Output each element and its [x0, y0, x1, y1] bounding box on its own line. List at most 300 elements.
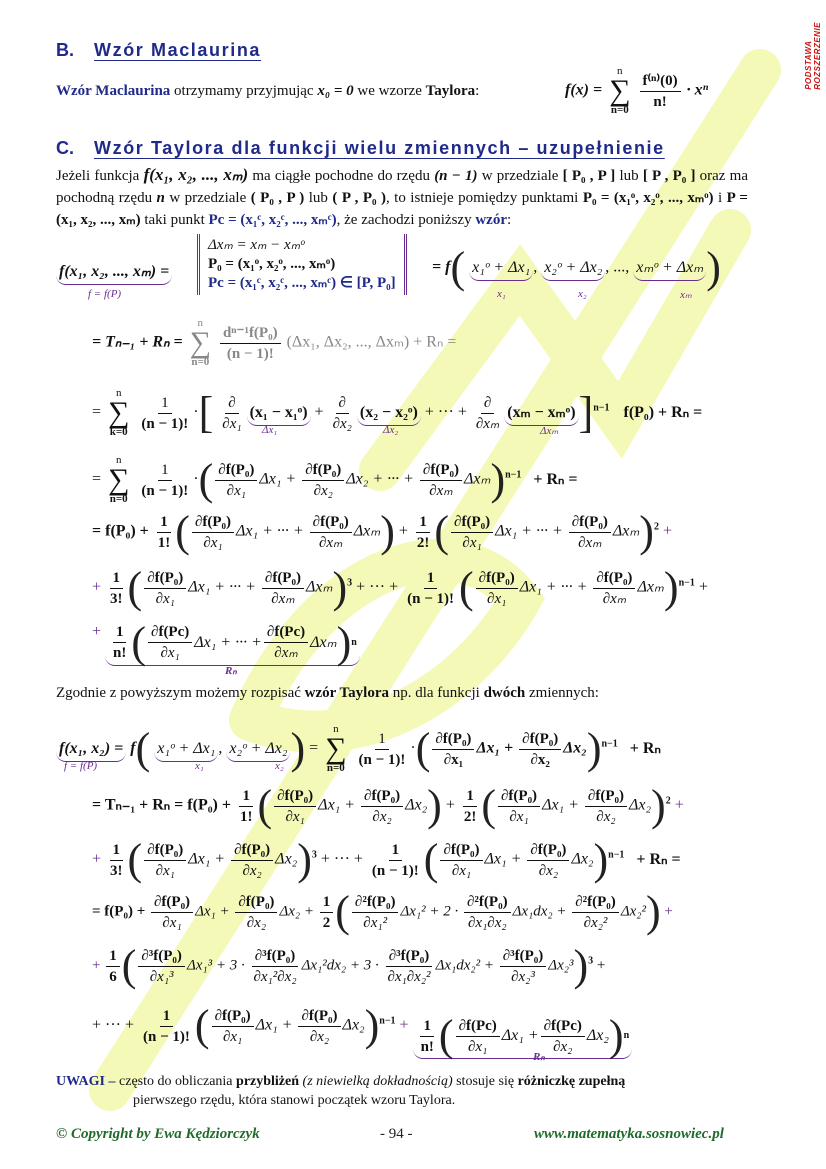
frac-den: ∂x₁ [443, 751, 464, 768]
c-point-p0: P₀ = (x₁ᵒ, x₂ᵒ, ..., xₘᵒ) [582, 190, 714, 206]
frac-den: ∂x₁∂x₂ [468, 914, 507, 931]
frac-num: ∂³f(P₀) [500, 947, 547, 967]
eq11-d1 [151, 893, 193, 932]
eq1-definitions-box [197, 234, 407, 295]
frac-den: ∂x₁ [509, 808, 529, 825]
eq8-d1 [432, 730, 474, 769]
frac-num: 1 [160, 1007, 174, 1027]
section-b-heading [56, 40, 261, 61]
sum-top: n [333, 723, 339, 735]
frac-num: ∂f(P₀) [235, 893, 277, 913]
eq2-fraction [220, 324, 281, 363]
paren-right: ) [364, 1001, 380, 1050]
eq4-exponent: n−1 [505, 469, 522, 481]
frac-num: dⁿ⁻¹f(P₀) [220, 324, 281, 344]
frac-num: ∂f(P₀) [302, 461, 344, 481]
frac-den: ∂x₁ [226, 482, 246, 499]
eq7-d1 [148, 623, 192, 662]
frac-num: 1 [320, 893, 334, 913]
remarks-head: UWAGI – [56, 1074, 116, 1089]
paren-left: ( [335, 887, 350, 936]
eq11-s3 [572, 893, 619, 932]
eq13-tc2: Δx₂ [586, 1027, 609, 1045]
eq7-t1: Δx₁ + ··· + [194, 633, 262, 651]
eq6-c3 [107, 569, 126, 608]
frac-den: ∂x₂ [530, 751, 550, 768]
sum-bottom: n=0 [326, 762, 345, 774]
eq6 [92, 563, 708, 612]
eq5-tmb: Δxₘ [612, 522, 640, 540]
eq12-t3 [384, 947, 433, 986]
frac-num: ∂f(Pc) [148, 623, 192, 643]
eq9-t1: Δx₁ + [318, 796, 356, 814]
eq10-tail: + Rₙ = [636, 850, 681, 868]
eq12-end: + [596, 957, 606, 974]
eq9-plus: + [445, 796, 455, 814]
paren-left: ( [450, 243, 466, 292]
eq1-arg-1-label: x₁ [497, 288, 506, 300]
c-point-p: P = (x₁, x₂, ..., xₘ) [56, 190, 748, 228]
remarks-italic: (z niewielką dokładnością) [299, 1074, 453, 1089]
eq1-dots: , ..., [605, 258, 634, 276]
eq3-arg-1-label: Δx₁ [262, 424, 278, 436]
eq1-rhs-f: = f [432, 258, 451, 276]
section-c-title: Wzór Taylora dla funkcji wielu zmiennych – uzupełnienie [94, 138, 665, 158]
eq9-c2 [461, 787, 480, 826]
paren-right: ) [706, 243, 721, 292]
section-b-title: Wzór Maclaurina [94, 40, 262, 60]
maclaurin-name: Wzór Maclaurina [56, 83, 171, 99]
eq11-s2-tail: Δx₁dx₂ + [512, 903, 567, 920]
eq5-end: + [662, 522, 672, 540]
frac-den: ∂x₁ [222, 415, 242, 432]
frac-num: 1 [463, 787, 477, 807]
eq3-d2 [330, 394, 355, 433]
paren-left: ( [434, 507, 450, 556]
eq10-pre: + [92, 850, 102, 868]
sigma-icon: ∑ [108, 463, 130, 496]
eq3-pre: = [92, 403, 102, 421]
eq13-cn [140, 1007, 193, 1046]
frac-num: ∂²f(P₀) [464, 893, 511, 913]
eq7-dm [264, 623, 308, 662]
eq10-d2b [527, 841, 569, 880]
eq6-t1: Δx₁ + ··· + [188, 578, 256, 596]
frac-num: ∂f(P₀) [151, 893, 193, 913]
sum-bottom: n=0 [610, 104, 629, 116]
eq4-d2 [302, 461, 344, 500]
eq5-c1 [155, 513, 174, 552]
eq11 [92, 887, 673, 936]
eq13-remainder: $\frac{1}{n!}$ ( $\frac{\partial f(Pc)}{\text{∂x₁}}$ Δx₁ + $\frac{\partial f(Pc)}{\text{∂x₂}}$ Δx₂ ) n [413, 1016, 633, 1059]
mid-text-3: zmiennych: [525, 685, 599, 701]
eq1-arg-2: x₂ᵒ + Δx₂ [541, 258, 605, 281]
sum-bottom: k=0 [109, 426, 128, 438]
frac-den: ∂x₁²∂x₂ [253, 968, 297, 985]
c-text-1: Jeżeli funkcja [56, 168, 144, 184]
paren-left: ( [198, 455, 214, 504]
eq8-fraction [356, 730, 409, 769]
maclaurin-condition: x₀ = 0 [317, 83, 354, 99]
box-line-1: Δxₘ = xₘ − xₘᵒ [208, 237, 305, 253]
maclaurin-text-2: we wzorze [353, 83, 426, 99]
eq10-c3 [107, 841, 126, 880]
eq5-plus: + [398, 522, 408, 540]
eq10-t2: Δx₂ [275, 850, 298, 868]
frac-num: ∂f(P₀) [361, 787, 403, 807]
eq13-d2 [298, 1007, 340, 1046]
eq9-end: + [674, 796, 684, 814]
eq7 [92, 617, 360, 667]
frac-den: ∂xₘ [429, 482, 453, 499]
eq11-c2 [320, 893, 334, 932]
frac-num: ∂f(P₀) [527, 841, 569, 861]
frac-den: ∂x₁ [487, 590, 507, 607]
eq5-c2 [414, 513, 433, 552]
eq5-exponent: 2 [653, 521, 659, 533]
eq8-arg-1: x₁ᵒ + Δx₁ [154, 739, 218, 762]
eq10-cn [369, 841, 422, 880]
eq2-sum [190, 318, 211, 368]
frac-den: ∂x₁ [285, 808, 305, 825]
eq1-lhs-text: f(x₁, x₂, ..., xₘ) = [56, 262, 172, 285]
footer-website-link[interactable]: www.matematyka.sosnowiec.pl [534, 1126, 724, 1142]
frac-num: 1 [389, 841, 403, 861]
eq4-dm [420, 461, 462, 500]
frac-den: n! [420, 1038, 434, 1055]
frac-num: 1 [110, 569, 124, 589]
frac-num: 1 [157, 513, 171, 533]
section-b-text [56, 80, 536, 102]
paren-left: ( [257, 781, 273, 830]
frac-den: ∂xₘ [602, 590, 627, 607]
eq13-t2: Δx₂ [342, 1016, 365, 1034]
paren-right: ) [639, 507, 654, 556]
maclaurin-formula [565, 66, 708, 116]
eq3-exponent: n−1 [593, 402, 610, 414]
frac-num: ∂ [225, 394, 238, 414]
eq1-arg-1: x₁ᵒ + Δx₁ [469, 258, 533, 281]
section-c-paragraph [56, 164, 748, 231]
eq4-fraction [138, 461, 191, 500]
frac-den: (n − 1)! [407, 590, 454, 607]
c-text-10: i [713, 190, 727, 206]
c-order: (n − 1) [434, 168, 478, 184]
eq13-t1: Δx₁ + [255, 1016, 293, 1034]
frac-den: 1! [239, 808, 253, 825]
frac-den: ∂x₁ [162, 914, 182, 931]
frac-num: ∂f(P₀) [451, 513, 493, 533]
frac-num: ∂f(P₀) [298, 1007, 340, 1027]
eq10-exponent-n: n−1 [608, 849, 625, 861]
frac-num: ∂f(P₀) [274, 787, 316, 807]
section-c-letter: C. [56, 138, 74, 158]
c-order-n: n [156, 190, 165, 206]
frac-num: ∂f(P₀) [476, 569, 518, 589]
footer-page-number: - 94 - [380, 1126, 413, 1142]
eq11-pre: = f(P₀) + [92, 903, 146, 920]
eq6-dm [262, 569, 304, 608]
eq5-d1b [451, 513, 493, 552]
paren-left: ( [127, 835, 143, 884]
eq6-cn [404, 569, 457, 608]
frac-num: ∂f(Pc) [456, 1017, 500, 1037]
eq10-exponent-3: 3 [311, 849, 317, 861]
c-text-4: lub [615, 168, 643, 184]
frac-num: ∂³f(P₀) [252, 947, 299, 967]
paren-right: ) [290, 724, 306, 773]
frac-num: 1 [106, 947, 120, 967]
eq5-dmb [569, 513, 611, 552]
frac-den: 3! [110, 862, 123, 879]
frac-den: ∂x₁ [468, 1038, 488, 1055]
paren-left: ( [438, 1011, 454, 1061]
eq11-d2 [235, 893, 277, 932]
eq9-pre: = Tₙ₋₁ + Rₙ = f(P₀) + [92, 796, 231, 814]
maclaurin-sum [609, 66, 630, 116]
remarks-bold-2: różniczkę zupełną [517, 1074, 626, 1089]
eq6-exponent-3: 3 [347, 577, 353, 589]
eq8-lhs: f(x₁, x₂) = [56, 739, 126, 762]
paren-left: ( [194, 1001, 210, 1050]
frac-num: ∂f(P₀) [262, 569, 304, 589]
eq11-t1: Δx₁ + [195, 903, 230, 920]
frac-den: (n − 1)! [141, 482, 189, 499]
frac-num: 1 [375, 730, 389, 750]
frac-num: ∂f(P₀) [215, 461, 257, 481]
section-c-heading [56, 138, 665, 159]
frac-num: ∂²f(P₀) [572, 893, 619, 913]
eq3: = n ∑ k=0 $\frac{1}{(n - 1)!}$ ·[ $\frac{\partial}{\text{∂x₁}}$ (x₁ − x₁ᵒ) + $\frac{\partial}{\text{∂x₂}}$ (x₂ − x₂ᵒ) + ··· + $\frac{\partial}{\text{∂xₘ}}$ (xₘ − xₘᵒ)]$^{n-1}$ f(P₀) + Rₙ = [92, 387, 703, 438]
sum-top: n [197, 317, 204, 329]
eq10-t2b: Δx₂ [571, 850, 594, 868]
remarks-bold-1: przybliżeń [236, 1074, 300, 1089]
frac-den: 6 [109, 968, 117, 985]
eq3-arg-2: (x₂ − x₂ᵒ) [357, 403, 421, 426]
c-interval-4: ( P , P₀ ) [332, 190, 386, 206]
eq11-t2: Δx₂ + [279, 903, 314, 920]
eq10-t1b: Δx₁ + [484, 850, 522, 868]
eq8-d2 [519, 730, 561, 769]
eq4-tail: + Rₙ = [533, 470, 578, 488]
eq10-d2 [231, 841, 273, 880]
eq12-t4-tail: Δx₂³ [548, 957, 574, 974]
frac-den: ∂x₂ [242, 862, 262, 879]
sigma-icon: ∑ [609, 74, 631, 107]
remarks-text-2: stosuje się [452, 1074, 518, 1089]
side-label [804, 22, 822, 90]
eq9-t2b: Δx₂ [628, 796, 652, 814]
eq9 [92, 781, 684, 830]
maclaurin-tail: · xⁿ [686, 81, 709, 99]
eq5 [92, 507, 672, 556]
sigma-icon: ∑ [108, 396, 130, 429]
frac-den: ∂x₁ [155, 862, 175, 879]
side-label-rozszerzenie: ROZSZERZENIE [813, 22, 822, 90]
frac-num: ∂f(Pc) [541, 1017, 585, 1037]
eq7-tm: Δxₘ [310, 633, 337, 651]
eq9-exponent: 2 [665, 795, 671, 807]
frac-num: ∂f(P₀) [585, 787, 627, 807]
eq8-sum [325, 724, 346, 774]
eq4-d1 [215, 461, 257, 500]
c-text-11: taki punkt [140, 212, 209, 228]
frac-num: 1 [420, 1017, 434, 1037]
eq10 [92, 835, 681, 884]
frac-den: 2! [463, 808, 477, 825]
eq4-t1: Δx₁ + [259, 470, 297, 488]
remarks-text-1: często do obliczania [115, 1074, 237, 1089]
frac-den: 2! [416, 534, 430, 551]
paren-right: ) [490, 455, 506, 504]
eq11-s2 [464, 893, 511, 932]
frac-num: f⁽ⁿ⁾(0) [640, 72, 681, 92]
eq6-end: + [698, 578, 708, 596]
eq2-tail: (Δx₁, Δx₂, ..., Δxₘ) + Rₙ = [286, 333, 457, 351]
eq8-exponent: n−1 [601, 738, 618, 750]
frac-den: ∂x₂ [246, 914, 267, 931]
eq3-d1 [219, 394, 244, 433]
mid-text-2: np. dla funkcji [388, 685, 484, 701]
paren-right: ) [593, 835, 609, 884]
two-variable-intro [56, 682, 748, 704]
frac-num: ∂f(P₀) [440, 841, 482, 861]
eq10-mid: + ··· + [320, 850, 363, 868]
frac-den: ∂xₘ [475, 415, 500, 432]
frac-num: ∂³f(P₀) [386, 947, 433, 967]
frac-den: ∂x₂ [538, 862, 559, 879]
eq6-t1b: Δx₁ + ··· + [519, 578, 588, 596]
eq11-s1-tail: Δx₁² + 2 · [400, 903, 459, 920]
frac-den: ∂x₂ [596, 808, 616, 825]
eq11-s3-tail: Δx₂² [620, 903, 646, 920]
frac-den: ∂x₁ [160, 645, 180, 661]
eq9-d2 [361, 787, 403, 826]
eq6-d1 [144, 569, 186, 608]
eq8-t2: Δx₂ [563, 739, 587, 757]
c-text-13: : [506, 212, 512, 228]
frac-num: ∂f(P₀) [569, 513, 611, 533]
paren-left: ( [121, 941, 137, 990]
c-interval-2: [ P , P₀ ] [642, 168, 696, 184]
c-text-12: , że zachodzi poniższy [336, 212, 476, 228]
sigma-icon: ∑ [325, 732, 347, 765]
sum-bottom: n=0 [109, 493, 128, 505]
eq9-d1 [274, 787, 316, 826]
frac-num: 1 [110, 841, 124, 861]
mid-text-bold-2: dwóch [483, 685, 526, 701]
c-text-3: w przedziale [477, 168, 563, 184]
frac-num: ∂ [481, 394, 494, 414]
frac-num: ∂ [336, 394, 349, 414]
frac-num: 1 [424, 569, 438, 589]
side-label-podstawa: PODSTAWA [804, 40, 813, 90]
eq10-d1 [144, 841, 186, 880]
eq3-tail: f(P₀) + Rₙ = [623, 403, 703, 421]
eq3-mid: + ··· + [424, 403, 467, 421]
frac-den: ∂x₂ [309, 1028, 330, 1045]
c-text-6: w przedziale [164, 190, 251, 206]
eq3-fraction [138, 394, 191, 433]
frac-num: ∂f(Pc) [264, 623, 308, 643]
paren-right: ) [380, 507, 395, 556]
paren-left: ( [131, 617, 147, 667]
eq12-c [106, 947, 120, 986]
eq13-plus: + [399, 1016, 409, 1034]
eq6-dmb [593, 569, 635, 608]
frac-den: (n − 1)! [143, 1028, 190, 1045]
eq7-remainder-label: Rₙ [225, 665, 237, 677]
eq9-c1 [237, 787, 256, 826]
frac-den: n! [113, 645, 127, 661]
sum-top: n [617, 65, 623, 77]
paren-left: ( [415, 724, 431, 773]
frac-den: ∂x₂ [313, 482, 333, 499]
frac-den: ∂x₁ [222, 1028, 243, 1045]
eq5-d1 [192, 513, 234, 552]
eq8-rhs-f: f [130, 739, 136, 757]
frac-num: ∂²f(P₀) [352, 893, 399, 913]
section-b-letter: B. [56, 40, 74, 60]
eq4-tm: Δxₘ [463, 470, 491, 488]
eq1-lhs [56, 262, 172, 285]
taylor-name: Taylora [425, 83, 476, 99]
maclaurin-lhs: f(x) = [565, 81, 603, 99]
eq12-pre: + [92, 957, 101, 974]
mid-text-1: Zgodnie z powyższym możemy rozpisać [56, 685, 305, 701]
frac-den: (n − 1)! [141, 415, 189, 432]
remarks-text-3: pierwszego rzędu, która stanowi początek wzoru Taylora. [133, 1093, 456, 1108]
frac-num: 1 [416, 513, 430, 533]
c-text-7: lub [304, 190, 333, 206]
mid-text-bold-1: wzór Taylora [304, 685, 389, 701]
eq8-eq: = [309, 739, 319, 757]
frac-num: ∂f(P₀) [498, 787, 540, 807]
eq12 [92, 941, 606, 990]
eq10-d1b [440, 841, 482, 880]
paren-right: ) [646, 887, 661, 936]
sigma-icon: ∑ [189, 326, 211, 359]
c-point-pc: Pc = (x₁ᶜ, x₂ᶜ, ..., xₘᶜ) [208, 212, 337, 228]
eq6-exponent-n: n−1 [678, 577, 695, 589]
frac-num: ∂f(P₀) [212, 1007, 254, 1027]
frac-den: ∂x₁³ [149, 968, 174, 985]
paren-left: ( [175, 507, 190, 556]
eq5-tm: Δxₘ [353, 522, 381, 540]
box-line-2: P₀ = (x₁ᵒ, x₂ᵒ, ..., xₘᵒ) [208, 256, 336, 272]
eq3-arg-1: (x₁ − x₁ᵒ) [247, 403, 311, 426]
eq13-remainder-label: Rₙ [533, 1051, 545, 1063]
eq7-remainder: $\frac{1}{n!}$ ( $\frac{\partial f(Pc)}{\text{∂x₁}}$ Δx₁ + ··· + $\frac{\partial f(Pc)}{\text{∂xₘ}}$ Δxₘ ) n [105, 623, 360, 666]
frac-den: ∂x₂ [553, 1038, 573, 1055]
eq8-arg-2-label: x₂ [275, 760, 284, 772]
frac-den: ∂xₘ [274, 645, 298, 661]
eq13-d1 [212, 1007, 254, 1046]
paren-right: ) [651, 781, 666, 830]
eq9-t2: Δx₂ [405, 796, 428, 814]
c-interval-1: [ P₀ , P ] [562, 168, 616, 184]
eq3-arg-2-label: Δx₂ [383, 424, 399, 436]
eq5-t1: Δx₁ + ··· + [236, 522, 304, 540]
eq6-d1b [476, 569, 518, 608]
frac-den: (n − 1)! [358, 751, 406, 768]
frac-num: 1 [113, 623, 127, 643]
eq13-dc2 [541, 1017, 585, 1056]
paren-right: ) [663, 563, 679, 612]
frac-den: ∂x₂² [583, 914, 608, 931]
eq1-lhs-brace-label: f = f(P) [88, 288, 122, 300]
eq13-tc1: Δx₁ + [501, 1027, 539, 1045]
